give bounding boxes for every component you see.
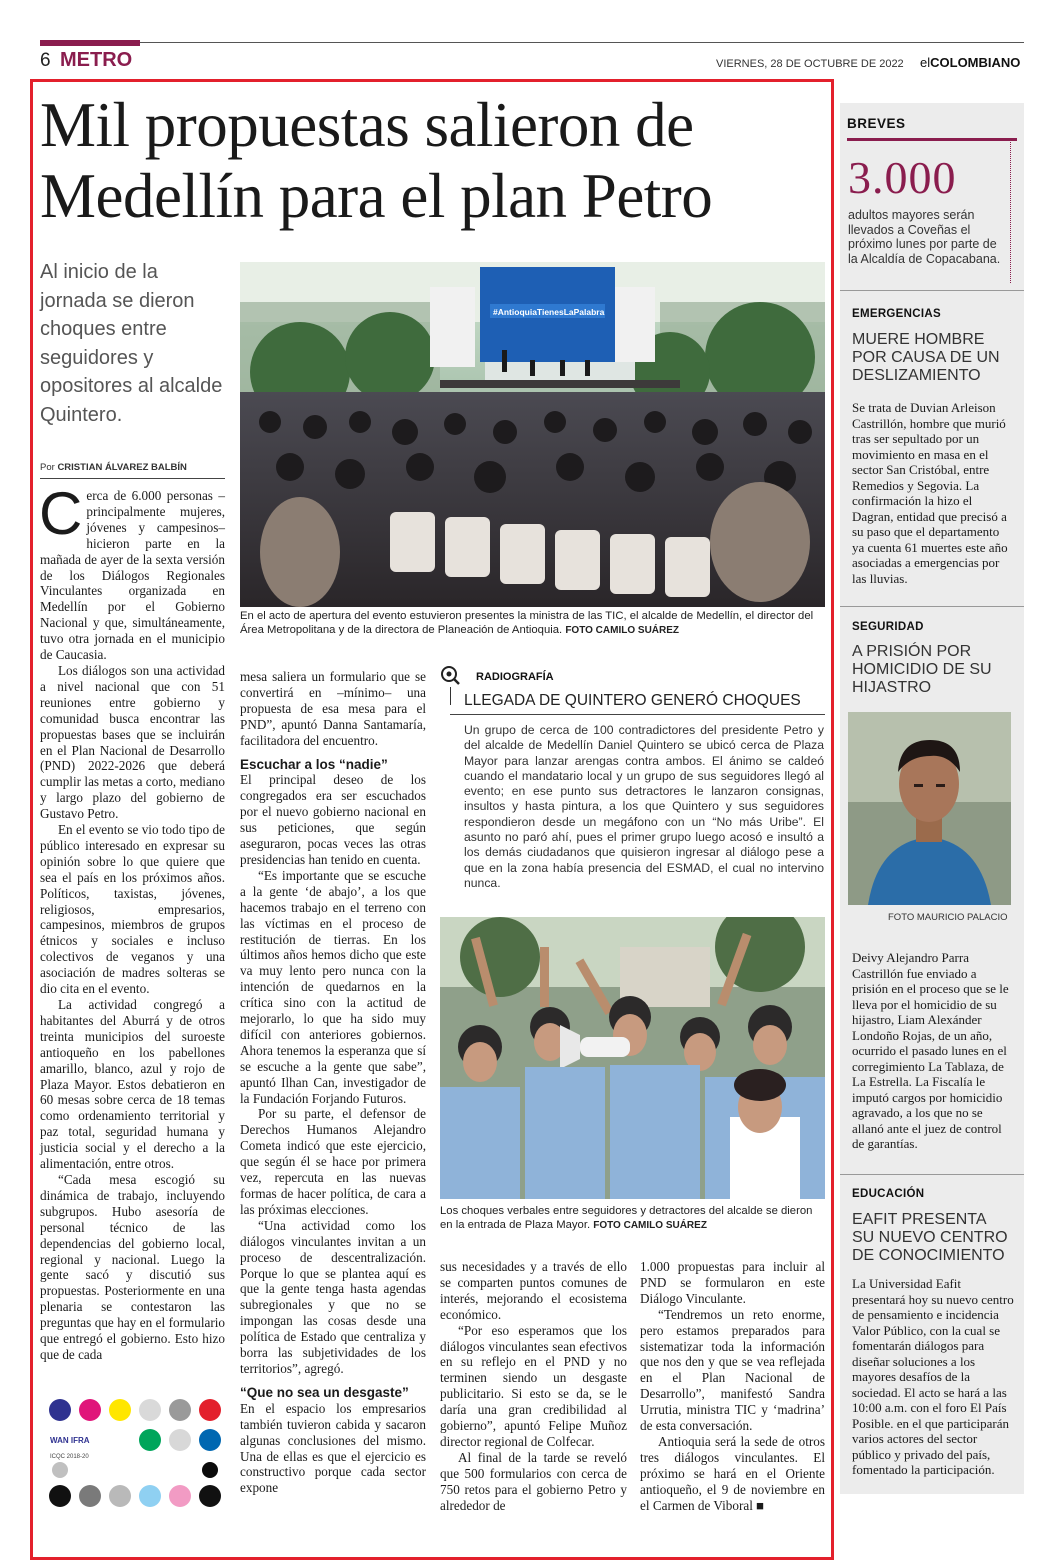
byline-rule	[40, 478, 225, 479]
logo-prefix: el	[920, 55, 931, 70]
paragraph: Al final de la tarde se reveló que 500 formularios con cerca de 750 retos para el gobierno Petro y alrededor de	[440, 1449, 627, 1513]
top-accent-bar	[40, 40, 140, 46]
newspaper-logo	[920, 55, 1020, 70]
paragraph	[640, 1434, 825, 1514]
photo1-caption	[240, 609, 825, 638]
paragraph: Los diálogos son una actividad a nivel nacional que con 51 reuniones entre gobierno y comunidad busca encontrar las propuestas bases que se incluirán en el Plan Nacional de Desarrollo (PND) 2022-2026 que deberá cumplir las metas a corto, mediano y largo plazo del gobierno de Gustavo Petro.	[40, 662, 225, 822]
sidebar-divider	[840, 290, 1024, 291]
protest-illustration	[440, 917, 825, 1199]
color-calibration-bar	[45, 1398, 225, 1510]
auditorium-illustration	[240, 262, 825, 607]
byline-prefix: Por	[40, 462, 55, 473]
subheading: Escuchar a los “nadie”	[240, 756, 388, 772]
radiografia-text: Un grupo de cerca de 100 contradictores del presidente Petro y del alcalde de Medellín Daniel Quintero se ubicó cerca de Plaza Mayor para lanzar arengas contra ambos. El ánimo se caldeó cuando el mandatario local y un grupo de sus seguidores llegó al evento; en ese punto sus detractores le lanzaron consignas, insultos y hasta pintura, a los que Quintero y sus seguidores respondieron desde un megáfono con un “No más Uribe”. El asunto no paró ahí, pues el primer grupo luego acosó e insultó a los demás ciudadanos que quisieron ingresar al diálogo pese a que en la zona había presencia del ESMAD, el cual no intervino nunca.	[464, 723, 824, 890]
paragraph: mesa saliera un formulario que se convertirá en –mínimo– una propuesta de esa mesa para el PND”, apuntó Danna Santamaría, facilitadora del encuentro.	[240, 669, 426, 748]
magnifier-icon	[440, 665, 460, 685]
article-column-2	[240, 669, 426, 1496]
main-photo-auditorium	[240, 262, 825, 607]
paragraph: El principal deseo de los congregados era ser escuchados por el nuevo gobierno nacional en sus peticiones, que según aseguraron, pocas veces las otras presidencias han tenido en cuenta.	[240, 772, 426, 867]
sidebar-dotted-rule	[1010, 140, 1011, 283]
radiografia-vertical-rule	[450, 687, 451, 705]
paragraph: erca de 6.000 personas –principalmente mujeres, jóvenes y campesinos– hicieron parte en la mañada de ayer de la sexta versión de los Diálogos Regionales Vinculantes organizada en Medellín por el Gobierno Nacional y que, simultáneamente, tuvo otra jornada en el municipio de Caucasia.	[40, 488, 225, 663]
photo2-caption-text: Los choques verbales entre seguidores y detractores del alcalde se dieron en la entrada de Plaza Mayor.	[440, 1205, 813, 1231]
paragraph: “Cada mesa escogió su dinámica de trabajo, incluyendo subgrupos. Hubo asesoría de personal técnico de las dependencias del gobierno local, regional y nacional. Luego la gente sacó y discutió sus propuestas. Posteriormente en una plenaria se contestaron las preguntas que hay en el formulario que entregó el gobierno. Esto hizo que de cada	[40, 1171, 225, 1362]
brief-body: La Universidad Eafit presentará hoy su nuevo centro de pensamiento e incidencia Valor Público, con la cual se fomentarán diálogos para diseñar soluciones a los mayores desafíos de la sociedad. El acto se hará a las 10:00 a.m. con el foro El País Posible. en el que participarán varios actores del sector público y privado del país, fomentado la participación.	[852, 1276, 1014, 1477]
paragraph: sus necesidades y a través de ello se comparten puntos comunes de interés, mejorando el ecosistema económico.	[440, 1259, 627, 1322]
lead-paragraph	[39, 480, 225, 663]
brief-headline: A PRISIÓN POR HOMICIDIO DE SU HIJASTRO	[852, 643, 992, 696]
big-number: 3.000	[848, 152, 957, 203]
brief-body: Se trata de Duvian Arleison Castrillón, hombre que murió tras ser sepultado por un movimiento en masa en el sector San Cristóbal, entre Remedios y Segovia. La confirmación la hizo el Dagran, entidad que precisó a su paso que el departamento ya cuenta 61 muertes este año asociadas a emergencias por las lluvias.	[852, 400, 1008, 586]
sidebar-divider	[840, 606, 1024, 607]
issue-date: VIERNES, 28 DE OCTUBRE DE 2022	[716, 58, 904, 70]
logo-name: COLOMBIANO	[930, 55, 1021, 70]
article-column-1	[39, 480, 225, 1363]
paragraph: Por su parte, el defensor de Derechos Humanos Alejandro Cometa indicó que este ejercicio, que según él se hace por primera vez, repercuta en las nuevas formas de hacer política, de cara a las próximas elecciones.	[240, 1106, 426, 1217]
protest-photo	[440, 917, 825, 1199]
brief-body: Deivy Alejandro Parra Castrillón fue enviado a prisión en el proceso que se le lleva por el homicidio de su hijastro, Liam Alexánder Londoño Rojas, de un año, ocurrido el pasado lunes en el corregimiento La Tablaza, de La Estrella. La Fiscalía le imputó cargos por homicidio agravado, a los que no se allanó ante el juez de control de garantías.	[852, 950, 1009, 1151]
paragraph: “Tendremos un reto enorme, pero estamos preparados para sistematizar toda la información que nos den y que se vea reflejada en el Plan Nacional de Desarrollo”, manifestó Sandra Urrutia, ministra TIC y ‘madrina’ de esta conversación.	[640, 1306, 825, 1434]
brief-photo-portrait	[848, 712, 1011, 905]
brief-headline: EAFIT PRESENTA SU NUEVO CENTRO DE CONOCIMIENTO	[852, 1211, 1008, 1264]
brief-tag-seguridad: SEGURIDAD	[852, 621, 924, 633]
byline-author: CRISTIAN ÁLVAREZ BALBÍN	[57, 462, 187, 473]
brief-photo-credit: FOTO MAURICIO PALACIO	[888, 912, 1008, 923]
sidebar-divider	[840, 1174, 1024, 1175]
paragraph: La actividad congregó a habitantes del Aburrá y de otros treinta municipios del suroeste antioqueño en los pabellones amarillo, blanco, azul y rojo de Plaza Mayor. Estos debatieron en 60 mesas sobre cerca de 18 temas como ordenamiento territorial y paz total, seguridad humana y justicia social y el derecho a la alimentación, entre otros.	[40, 997, 225, 1172]
sidebar-title-rule	[847, 138, 1017, 141]
radiografia-title: LLEGADA DE QUINTERO GENERÓ CHOQUES	[464, 692, 801, 709]
paragraph: “Es importante que se escuche a la gente ‘de abajo’, a los que hacemos trabajo en el terreno con las víctimas en el proceso de restitución de tierras. En los últimos años hemos dicho que este va muy lento pero nunca con la intención de quedarnos en la crítica sino con la actitud de mejorarlo, lo que ha sido muy difícil con anteriores gobiernos. Ahora tenemos la esperanza que sí se escuche a la gente que sabe”, apuntó Ilhan Can, investigador de la Fundación Forjando Futuros.	[240, 867, 426, 1106]
subheading: “Que no sea un desgaste”	[240, 1384, 409, 1400]
headline: Mil propuestas salieron de Medellín para el plan Petro	[40, 90, 713, 231]
paragraph: “Por eso esperamos que los diálogos vinculantes sean efectivos en su reflejo en el PND y no terminen siendo un desgaste publicitario. Si esto se da, se le daría una gran credibilidad al gobierno”, apuntó Felipe Muñoz director regional de Colfecar.	[440, 1322, 627, 1449]
sidebar-title: BREVES	[847, 116, 906, 131]
photo1-caption-text: En el acto de apertura del evento estuvieron presentes la ministra de las TIC, el alcalde de Medellín, el director del Área Metropolitana y de la directora de Planeación de Antioquia.	[240, 610, 814, 636]
photo1-credit: FOTO CAMILO SUÁREZ	[565, 625, 680, 636]
big-number-text: adultos mayores serán llevados a Coveñas el próximo lunes por parte de la Alcaldía de Copacabana.	[848, 208, 1001, 266]
deck: Al inicio de la jornada se dieron choques entre seguidores y opositores al alcalde Quintero.	[40, 261, 223, 426]
radiografia-rule	[450, 714, 825, 715]
article-column-4	[640, 1259, 825, 1514]
paragraph: En el evento se vio todo tipo de público interesado en expresar su opinión sobre lo que quiere que sea el país en los próximos años. Políticos, taxistas, jóvenes, religiosos, empresarios, campesinos, miembros de grupos étnicos y sociales e incluso colectivos de veganos y una asociación de madres solteras se dio cita en el evento.	[40, 822, 225, 997]
radiografia-label: RADIOGRAFÍA	[476, 671, 554, 683]
screen-hashtag: #AntioquiaTienesLaPalabra	[493, 307, 605, 317]
page-number: 6	[40, 50, 51, 71]
photo2-credit: FOTO CAMILO SUÁREZ	[593, 1220, 707, 1231]
top-rule	[140, 42, 1024, 43]
paragraph: 1.000 propuestas para incluir al PND se formularon en este Diálogo Vinculante.	[640, 1259, 825, 1306]
brief-tag-emergencias: EMERGENCIAS	[852, 308, 941, 320]
calibration-label: WAN IFRA	[50, 1436, 90, 1445]
byline	[40, 462, 187, 473]
section-name: METRO	[60, 49, 133, 71]
paragraph: En el espacio los empresarios también tuvieron cabida y sacaron algunas conclusiones del mismo. Una de ellas es que el ejercicio es constructivo porque cada sector expone	[240, 1400, 426, 1496]
calibration-sublabel: ICQC 2018-20	[50, 1454, 89, 1460]
article-column-3	[440, 1259, 627, 1514]
end-mark: ■	[756, 1497, 765, 1513]
paragraph: “Una actividad como los diálogos vinculantes invitan a un proceso de descentralización. Porque lo que se plantea aquí es que la gente tenga hasta agendas subregionales y que no se impongan las cosas desde una política de Estado que centraliza y borra las subjetividades de los territorios”, agregó.	[240, 1217, 426, 1376]
brief-tag-educacion: EDUCACIÓN	[852, 1188, 925, 1200]
drop-cap: C	[39, 480, 83, 547]
paragraph-text: Antioquia será la sede de otros tres diálogos vinculantes. El próximo se hará en el Oriente antioqueño, el 9 de noviembre en el Carmen de Viboral	[640, 1433, 825, 1513]
photo2-caption	[440, 1204, 825, 1233]
brief-headline: MUERE HOMBRE POR CAUSA DE UN DESLIZAMIENTO	[852, 331, 1000, 384]
